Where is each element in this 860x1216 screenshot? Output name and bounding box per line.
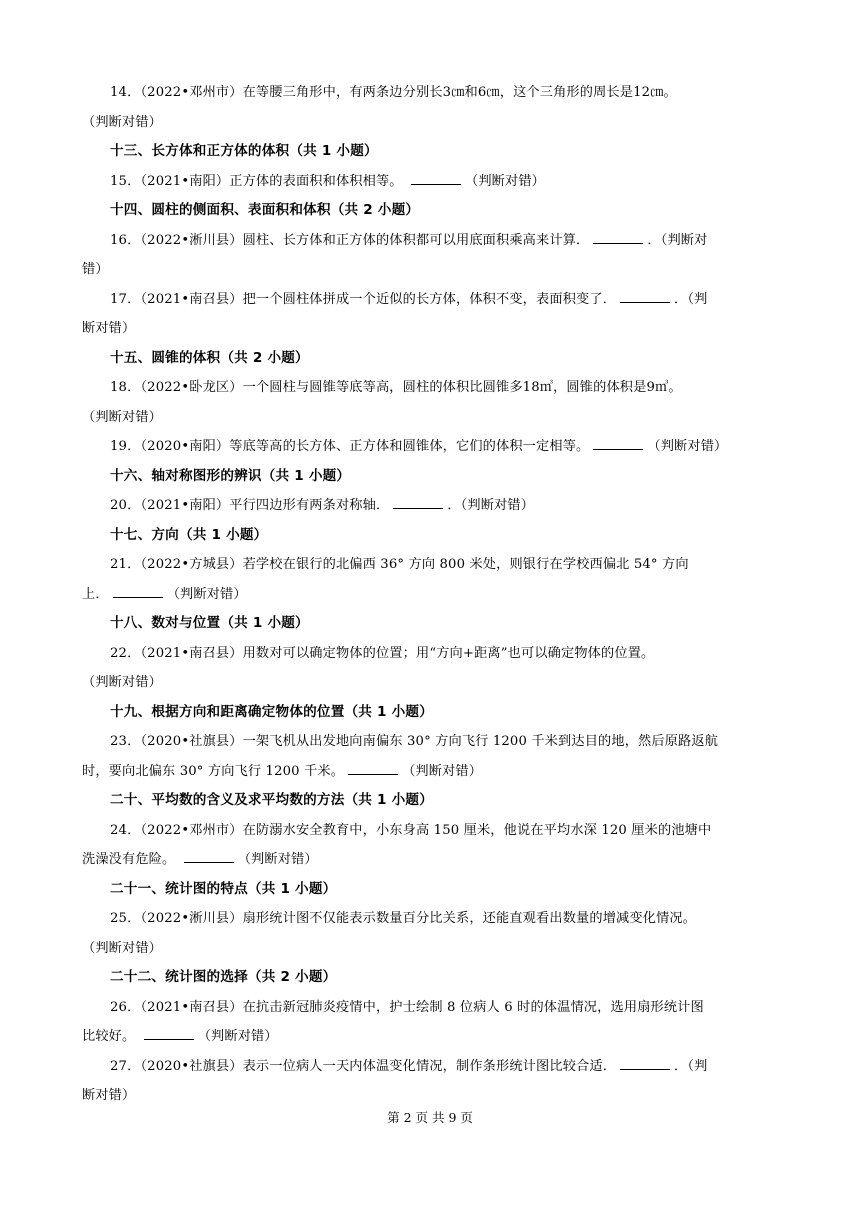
page-footer: 第 2 页 共 9 页 bbox=[387, 1110, 473, 1125]
question-line: 20．（2021•南阳）平行四边形有两条对称轴． ．（判断对错） bbox=[110, 498, 535, 513]
question-line: 洗澡没有危险。 （判断对错） bbox=[82, 852, 318, 867]
answer-blank[interactable] bbox=[113, 585, 163, 598]
question-item bbox=[82, 432, 782, 462]
section-heading: 二十一、统计图的特点（共 1 小题） bbox=[110, 880, 337, 897]
section-heading: 二十二、统计图的选择（共 2 小题） bbox=[110, 969, 337, 985]
question-line: 时，要向北偏东 30° 方向飞行 1200 千米。 （判断对错） bbox=[82, 763, 483, 779]
answer-blank[interactable] bbox=[620, 290, 670, 303]
answer-blank[interactable] bbox=[144, 1027, 194, 1040]
answer-blank[interactable] bbox=[411, 172, 461, 185]
question-line: 17．（2021•南召县）把一个圆柱体拼成一个近似的长方体，体积不变，表面积变了． ．（判 bbox=[110, 291, 708, 307]
question-line: 上． （判断对错） bbox=[82, 586, 247, 602]
question-item bbox=[82, 816, 782, 875]
question-line: 25．（2022•淅川县）扇形统计图不仅能表示数量百分比关系，还能直观看出数量的增减变化情况。 bbox=[110, 911, 697, 926]
question-line: 断对错） bbox=[82, 1088, 136, 1103]
section-heading: 二十、平均数的含义及求平均数的方法（共 1 小题） bbox=[110, 792, 433, 808]
question-line: 26．（2021•南召县）在抗击新冠肺炎疫情中，护士绘制 8 位病人 6 时的体温情况，选用扇形统计图 bbox=[110, 999, 704, 1015]
question-list bbox=[82, 78, 782, 1111]
question-line: 27．（2020•社旗县）表示一位病人一天内体温变化情况，制作条形统计图比较合适． ．（判 bbox=[110, 1058, 708, 1074]
question-item bbox=[82, 993, 782, 1052]
question-line: 21．（2022•方城县）若学校在银行的北偏西 36° 方向 800 米处，则银行在学校西偏北 54° 方向 bbox=[110, 557, 689, 572]
question-line: 24．（2022•邓州市）在防溺水安全教育中，小东身高 150 厘米，他说在平均水深 120 厘米的池塘中 bbox=[110, 822, 712, 838]
section-heading: 十六、轴对称图形的辨识（共 1 小题） bbox=[110, 467, 351, 484]
section-heading: 十八、数对与位置（共 1 小题） bbox=[110, 615, 309, 631]
question-line: 15．（2021•南阳）正方体的表面积和体积相等。 （判断对错） bbox=[110, 173, 546, 189]
answer-blank[interactable] bbox=[620, 1057, 670, 1070]
question-line: 18．（2022•卧龙区）一个圆柱与圆锥等底等高，圆柱的体积比圆锥多18㎥，圆锥的体积是9㎥。 bbox=[110, 380, 682, 395]
question-item bbox=[82, 373, 782, 432]
question-line: （判断对错） bbox=[82, 940, 163, 956]
question-line: （判断对错） bbox=[82, 675, 163, 690]
question-item bbox=[82, 1052, 782, 1111]
question-line: 16．（2022•淅川县）圆柱、长方体和正方体的体积都可以用底面积乘高来计算． ．（判断对 bbox=[110, 232, 708, 248]
answer-blank[interactable] bbox=[348, 762, 398, 775]
question-line: 23．（2020•社旗县）一架飞机从出发地向南偏东 30° 方向飞行 1200 千米到达目的地，然后原路返航 bbox=[110, 734, 719, 749]
question-line: 比较好。 （判断对错） bbox=[82, 1029, 278, 1044]
question-line: （判断对错） bbox=[82, 114, 163, 130]
question-line: 22．（2021•南召县）用数对可以确定物体的位置；用“方向+距离”也可以确定物体的位置。 bbox=[110, 645, 655, 661]
question-item bbox=[82, 550, 782, 609]
question-item bbox=[82, 167, 782, 197]
section-heading: 十七、方向（共 1 小题） bbox=[110, 526, 268, 543]
answer-blank[interactable] bbox=[593, 231, 643, 244]
question-line: 错） bbox=[82, 262, 109, 277]
answer-blank[interactable] bbox=[593, 437, 643, 450]
section-heading: 十四、圆柱的侧面积、表面积和体积（共 2 小题） bbox=[110, 202, 420, 218]
question-line: （判断对错） bbox=[82, 409, 163, 425]
question-item bbox=[82, 639, 782, 698]
section-heading: 十五、圆锥的体积（共 2 小题） bbox=[110, 349, 309, 366]
question-item bbox=[82, 226, 782, 285]
question-item bbox=[82, 285, 782, 344]
question-line: 断对错） bbox=[82, 321, 136, 336]
question-item bbox=[82, 904, 782, 963]
section-heading: 十三、长方体和正方体的体积（共 1 小题） bbox=[110, 143, 378, 159]
question-item bbox=[82, 727, 782, 786]
question-line: 14．（2022•邓州市）在等腰三角形中，有两条边分别长3㎝和6㎝，这个三角形的周长是12㎝。 bbox=[110, 85, 677, 100]
section-heading: 十九、根据方向和距离确定物体的位置（共 1 小题） bbox=[110, 703, 433, 720]
answer-blank[interactable] bbox=[393, 496, 443, 509]
question-line: 19．（2020•南阳）等底等高的长方体、正方体和圆锥体，它们的体积一定相等。 （判断对错） bbox=[110, 439, 728, 454]
question-item bbox=[82, 491, 782, 521]
question-item bbox=[82, 78, 782, 137]
answer-blank[interactable] bbox=[184, 850, 234, 863]
